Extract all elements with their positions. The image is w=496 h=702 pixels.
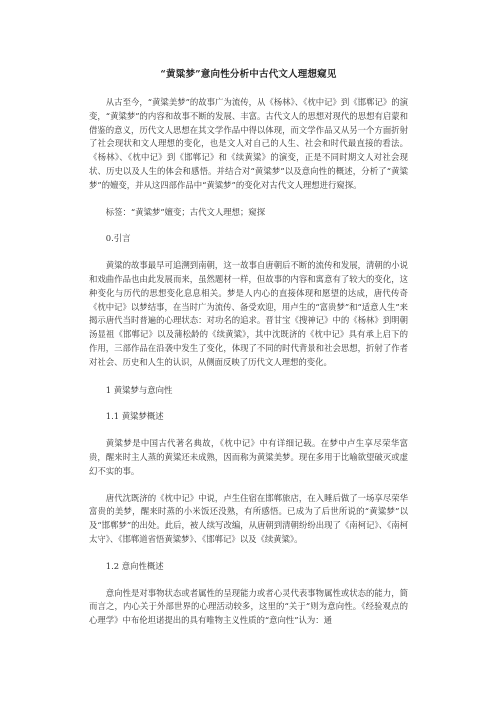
intro-heading: 0.引言 [105,233,131,244]
section-1-1-paragraph-2: 唐代沈既济的《枕中记》中说，卢生住宿在邯郸旅店，在入睡后做了一场享尽荣华富贵的美梦，醒来时蒸的小米饭还没熟，有所感悟。已成为了后世所说的“黄粱梦”以及“邯郸梦”的出处。此后，被人续写改编，从唐朝到清朝纷纷出现了《南柯记》、《南柯太守》、《邯郸道省悟黄粱梦》、《邯郸记》以及《续黄粱》。 [89,492,408,544]
section-1-1-paragraph-1: 黄粱梦是中国古代著名典故，《枕中记》中有详细记载。在梦中卢生享尽荣华富贵，醒来时主人蒸的黄粱还未成熟，因而称为黄粱美梦。现在多用于比喻欲望破灭或虚幻不实的事。 [89,438,408,476]
document-title: “黄粱梦”意向性分析中古代文人理想窥见 [160,69,337,80]
intro-paragraph: 黄粱的故事最早可追溯到南朝，这一故事自唐朝后不断的流传和发展，清朝的小说和戏曲作品也由此发展而来，虽然题材一样，但故事的内容和寓意有了较大的变化，这种变化与历代的思想变化息息相关。梦是人内心的直接体现和愿望的达成，唐代传奇《枕中记》以梦结事，在当时广为流传、备受欢迎，用卢生的“富贵梦”和“适意人生”来揭示唐代当时普遍的心理状态：对功名的追求。晋甘宝《搜神记》中的《杨林》到明朝汤显祖《邯郸记》以及蒲松龄的《续黄粱》，其中沈既济的《枕中记》具有承上启下的作用，三部作品在沿袭中发生了变化，体现了不同的时代背景和社会思想，折射了作者对社会、历史和人生的认识，从侧面反映了历代文人理想的变化。 [89,260,408,367]
abstract-paragraph: 从古至今，“黄粱美梦”的故事广为流传，从《杨林》、《枕中记》到《邯郸记》的演变，“黄粱梦”的内容和故事不断的发展、丰富。古代文人的思想对现代的思想有启蒙和借鉴的意义，历代文人思想在其文学作品中得以体现，而文学作品又从另一个方面折射了社会现状和文人理想的变化，也是文人对自己的人生、社会和时代最直接的看法。《杨林》、《枕中记》到《邯郸记》和《续黄粱》的演变，正是不同时期文人对社会现状、历史以及人生的体会和感悟。并结合对“黄粱梦”以及意向性的概述，分析了“黄粱梦”的嬗变，并从这四部作品中“黄粱梦”的变化对古代文人理想进行窥探。 [89,97,408,190]
section-1-2-paragraph-1: 意向性是对事物状态或者属性的呈现能力或者心灵代表事物属性或状态的能力，简而言之，内心关于外部世界的心理活动较多，这里的“关于”则为意向性。《经验观点的心理学》中布伦坦诺提出的具有唯物主义性质的“意向性”认为：通 [89,587,408,626]
keywords-line: 标签：“黄粱梦”嬗变；古代文人理想；窥探 [105,206,266,217]
section-1-2-heading: 1.2 意向性概述 [105,560,164,571]
section-1-heading: 1 黄粱梦与意向性 [105,384,173,395]
section-1-1-heading: 1.1 黄粱梦概述 [105,411,164,422]
